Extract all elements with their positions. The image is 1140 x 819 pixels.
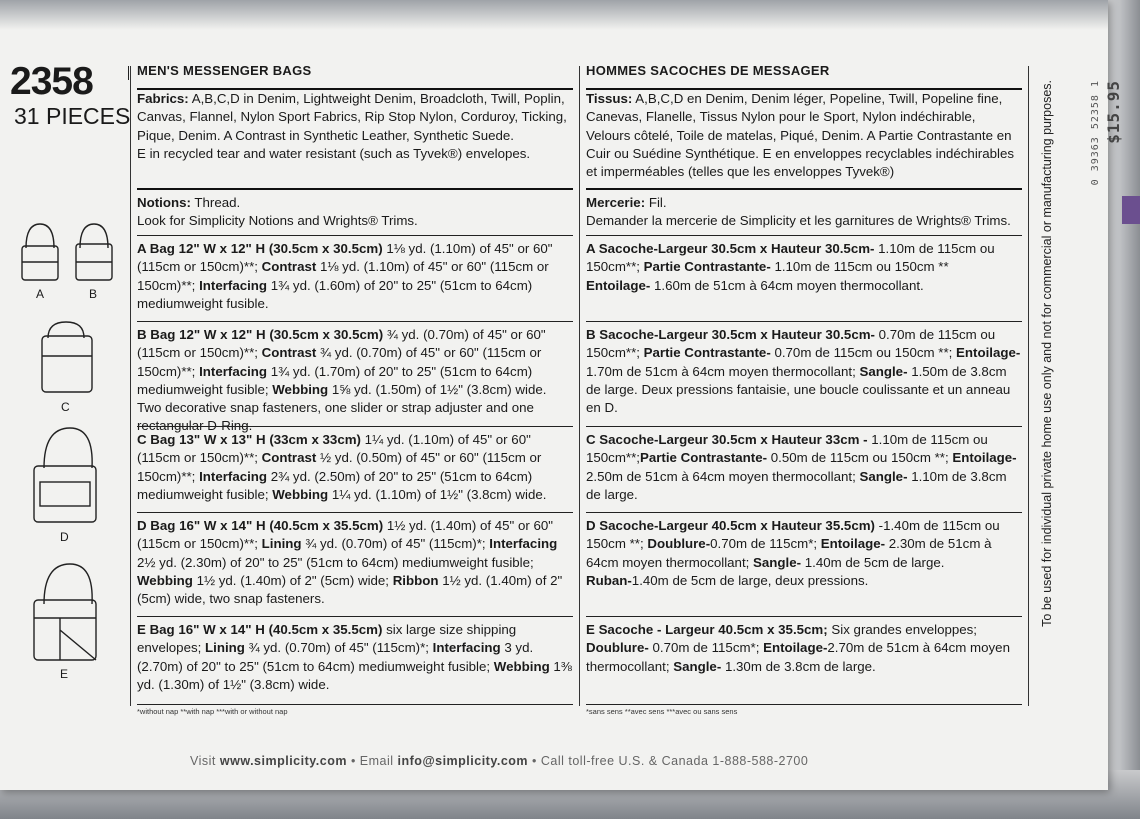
view-c-metrage: C Sacoche-Largeur 30.5cm x Hauteur 33cm - 1.10m de 115cm ou 150cm**;Partie Contrastante- 0.50m de 115cm ou 150cm **; Entoilage- 2.50m de 51cm à 64cm moyen thermocollant; Sangle- 1.10m de 3.8cm de large. — [586, 426, 1022, 504]
color-tab — [1122, 196, 1140, 224]
contact-footer: Visit www.simplicity.com • Email info@simplicity.com • Call toll-free U.S. & Canada 1-888-588-2700 — [190, 754, 809, 768]
thumbnail-label-d: D — [60, 530, 69, 544]
column-rule — [130, 66, 131, 706]
mercerie-section: Mercerie: Fil. Demander la mercerie de Simplicity et les garnitures de Wrights® Trims. — [586, 188, 1022, 231]
view-c-yardage: C Bag 13" W x 13" H (33cm x 33cm) 1¼ yd. (1.10m) of 45" or 60" (115cm or 150cm)**; Contrast ½ yd. (0.50m) of 45" or 60" (115cm or 150cm)**; Interfacing 2¾ yd. (2.50m) of 20" to 25" (51cm to 64cm) mediumweight fusible; Webbing 1¼ yd. (1.10m) of 1½" (3.8cm) wide. — [137, 426, 573, 504]
footnote-rule — [137, 704, 573, 705]
fabrics-section: Fabrics: A,B,C,D in Denim, Lightweight Denim, Broadcloth, Twill, Poplin, Canvas, Flannel, Nylon Sport Fabrics, Rip Stop Nylon, Corduroy, Ticking, Pique, Denim. A Contrast in Synthetic Leather, Synthetic Suede. E in recycled tear and water resistant (such as Tyvek®) envelopes. — [137, 88, 573, 163]
view-a-metrage: A Sacoche-Largeur 30.5cm x Hauteur 30.5cm- 1.10m de 115cm ou 150cm**; Partie Contrastante- 1.10m de 115cm ou 150cm ** Entoilage- 1.60m de 51cm à 64cm moyen thermocollant. — [586, 235, 1022, 295]
usage-notice: To be used for individual private home use only and not for commercial or manufacturing purposes. — [1040, 80, 1054, 627]
title-fr: HOMMES SACOCHES DE MESSAGER — [586, 63, 830, 78]
bag-e-thumbnail — [30, 560, 100, 664]
view-a-yardage: A Bag 12" W x 12" H (30.5cm x 30.5cm) 1⅛ yd. (1.10m) of 45" or 60" (115cm or 150cm)**; Contrast 1⅛ yd. (1.10m) of 45" or 60" (115cm or 150cm)**; Interfacing 1¾ yd. (1.60m) of 20" to 25" (51cm to 64cm) mediumweight fusible. — [137, 235, 573, 313]
notions-section: Notions: Thread. Look for Simplicity Notions and Wrights® Trims. — [137, 188, 573, 231]
footnote-rule — [586, 704, 1022, 705]
piece-count: 31 PIECES — [14, 103, 131, 129]
price: $15.95 — [1104, 80, 1123, 144]
tissus-section: Tissus: A,B,C,D en Denim, Denim léger, Popeline, Twill, Popeline fine, Canevas, Flanelle, Tissus Nylon pour le Sport, Nylon indéchirable, Velours côtelé, Toile de matelas, Piqué, Denim. A Partie Contrastante en Cuir ou Suédine Synthétique. E en enveloppes recyclables indéchirables et imperméables (telles que les enveloppes Tyvek®) — [586, 88, 1022, 181]
view-d-yardage: D Bag 16" W x 14" H (40.5cm x 35.5cm) 1½ yd. (1.40m) of 45" or 60" (115cm or 150cm)**; Lining ¾ yd. (0.70m) of 45" (115cm)*; Interfacing 2½ yd. (2.30m) of 20" to 25" (51cm to 64cm) mediumweight fusible; Webbing 1½ yd. (1.40m) of 2" (5cm) wide; Ribbon 1½ yd. (1.40m) of 2" (5cm) wide, two snap fasteners. — [137, 512, 573, 608]
footnote-en: *without nap **with nap ***with or without nap — [137, 707, 288, 716]
pattern-number: 2358 — [10, 60, 93, 103]
bag-c-thumbnail — [38, 318, 98, 398]
view-e-metrage: E Sacoche - Largeur 40.5cm x 35.5cm; Six grandes enveloppes; Doublure- 0.70m de 115cm*; Entoilage-2.70m de 51cm à 64cm moyen thermocollant; Sangle- 1.30m de 3.8cm de large. — [586, 616, 1022, 676]
view-e-yardage: E Bag 16" W x 14" H (40.5cm x 35.5cm) six large size shipping envelopes; Lining ¾ yd. (0.70m) of 45" (115cm)*; Interfacing 3 yd. (2.70m) of 20" to 25" (51cm to 64cm) mediumweight fusible; Webbing 1⅜ yd. (1.30m) of 1½" (3.8cm) wide. — [137, 616, 573, 694]
column-rule — [579, 66, 580, 706]
thumbnail-label-a: A — [36, 287, 45, 301]
upc-barcode: 0 39363 52358 1 $15.95 — [1090, 80, 1123, 186]
column-rule — [1028, 66, 1029, 706]
email-link[interactable]: info@simplicity.com — [397, 754, 529, 768]
thumbnail-label-c: C — [61, 400, 70, 414]
view-b-metrage: B Sacoche-Largeur 30.5cm x Hauteur 30.5cm- 0.70m de 115cm ou 150cm**; Partie Contrastante- 0.70m de 115cm ou 150cm **; Entoilage- 1.70m de 51cm à 64cm moyen thermocollant; Sangle- 1.50m de 3.8cm de large. Deux pressions fantaisie, une boucle coulissante et un anneau en D. — [586, 321, 1022, 417]
website-link[interactable]: www.simplicity.com — [219, 754, 347, 768]
bag-d-thumbnail — [30, 422, 100, 526]
thumbnail-label-e: E — [60, 667, 69, 681]
thumbnail-label-b: B — [89, 287, 98, 301]
title-en: MEN'S MESSENGER BAGS — [137, 63, 312, 78]
view-d-metrage: D Sacoche-Largeur 40.5cm x Hauteur 35.5cm) -1.40m de 115cm ou 150cm **; Doublure-0.70m de 115cm*; Entoilage- 2.30m de 51cm à 64cm moyen thermocollant; Sangle- 1.40m de 5cm de large. Ruban-1.40m de 5cm de large, deux pressions. — [586, 512, 1022, 590]
view-b-yardage: B Bag 12" W x 12" H (30.5cm x 30.5cm) ¾ yd. (0.70m) of 45" or 60" (115cm or 150cm)**; Contrast ¾ yd. (0.70m) of 45" or 60" (115cm or 150cm)**; Interfacing 1¾ yd. (1.70m) of 20" to 25" (51cm to 64cm) mediumweight fusible; Webbing 1⅝ yd. (1.50m) of 1½" (3.8cm) wide. Two decorative snap fasteners, one slider or strap adjuster and one rectangular D-Ring. — [137, 321, 573, 436]
bag-a-b-thumbnail — [18, 218, 118, 288]
footnote-fr: *sans sens **avec sens ***avec ou sans sens — [586, 707, 738, 716]
divider — [128, 66, 129, 80]
